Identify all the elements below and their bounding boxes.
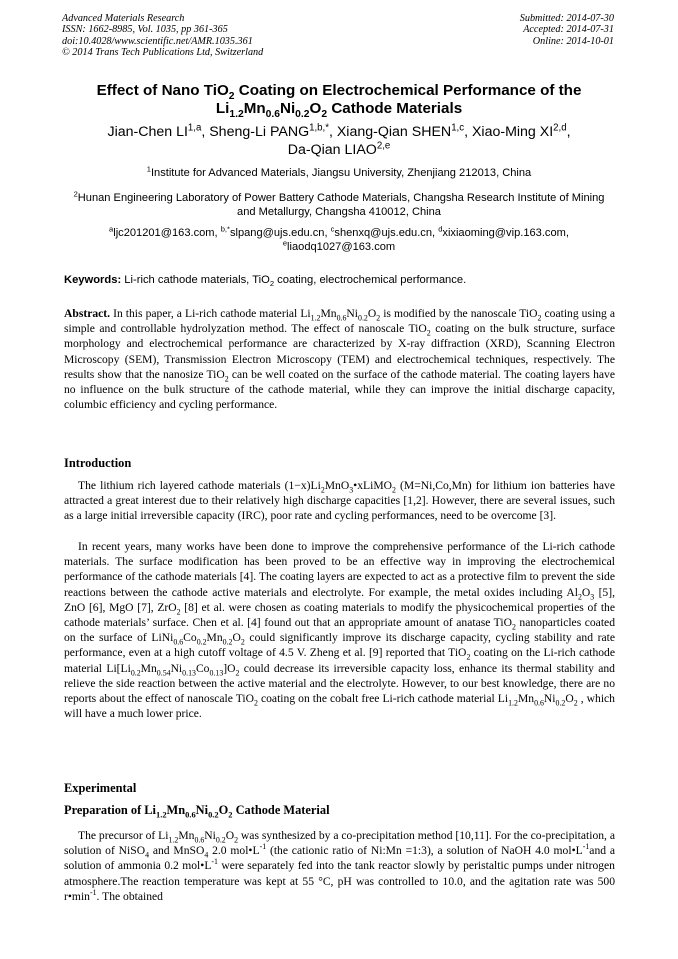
submission-dates xyxy=(520,13,614,47)
online-date: Online: 2014-10-01 xyxy=(532,35,614,47)
issn-line: ISSN: 1662-8985, Vol. 1035, pp 361-365 xyxy=(62,24,228,36)
submitted-date: Submitted: 2014-07-30 xyxy=(519,13,614,24)
paper-title: Effect of Nano TiO$_2$ Coating on Electrochemical Performance of the $Li_{1.2}Mn_{0.6}Ni_{0.2}O_2$ Cathode Materials xyxy=(96,82,582,121)
email-link[interactable]: liaodq1027@163.com xyxy=(287,241,396,253)
email-link[interactable]: shenxq@ujs.edu.cn, xyxy=(334,227,439,239)
copyright-line: © 2014 Trans Tech Publications Ltd, Switzerland xyxy=(62,47,264,59)
author-name: Xiao-Ming XI xyxy=(471,124,554,140)
experimental-heading: Experimental xyxy=(64,781,137,795)
journal-name: Advanced Materials Research xyxy=(62,13,185,24)
author-list: Jian-Chen LI$^{1,a}$, Sheng-Li $PANG^{1,b,*}$, Xiang-Qian SHEN$^{1,c}$, Xiao-Ming XI$^{2,d}$, Da-Qian LIAO$^{2,e}$ xyxy=(107,122,571,158)
abstract-label: Abstract. xyxy=(64,307,111,320)
preparation-subheading: Preparation of $Li_{1.2}Mn_{0.6}Ni_{0.2}O_2$ Cathode Material xyxy=(64,803,330,820)
keywords-label: Keywords: xyxy=(64,274,122,286)
author-emails: $^a$ljc201201@163.com, $^{b,*}$slpang@ujs.edu.cn, $^c$shenxq@ujs.edu.cn, $^d$xixiaoming@vip.163.com, $^e$liaodq1027@163.com xyxy=(109,224,569,253)
journal-info xyxy=(62,13,263,59)
author-name: Da-Qian LIAO xyxy=(287,142,377,158)
introduction-paragraph-2: In recent years, many works have been done to improve the comprehensive performance of the Li-rich cathode materials. The surface modification has been proved to be an effective way in improving the electrochemical performance of the cathode materials [4]. The coating layers are expected to act as a protective film to prevent the side reactions between the cathode active materials and electrolyte. For example, the metal oxides including $Al_2O_3$ [5], ZnO [6], MgO [7], ZrO$_2$ [8] et al. were chosen as coating materials to modify the physicochemical properties of the cathode materials’ surface. Chen et al. [4] found out that an appropriate amount of anatase TiO$_2$ nanoparticles coated on the surface of $LiNi_{0.6}Co_{0.2}Mn_{0.2}O_2$ could significantly improve its discharge capacity, cycling stability and rate performance, even at a high cutoff voltage of 4.5 V. Zheng et al. [9] reported that TiO$_2$ coating on the Li-rich cathode material $Li[Li_{0.2}Mn_{0.54}Ni_{0.13}Co_{0.13}]O_2$ could decrease its irreversible capacity loss, enhance its thermal stability and relieve the side reaction between the active material and the electrolyte. However, to our best knowledge, there are no reports about the effect of nanoscale TiO$_2$ coating on the cobalt free Li-rich cathode material $Li_{1.2}Mn_{0.6}Ni_{0.2}O_2$ , which will have a much lower price. xyxy=(64,540,615,721)
introduction-paragraph-1: The lithium rich layered cathode materials $(1-x)Li_2MnO_3•xLiMO_2$ (M=Ni,Co,Mn) for lithium ion batteries have attracted a great interest due to their relatively high discharge capacities [1,2]. However, there are several issues, such as a large initial irreversible capacity (IRC), poor rate and cycling performances, need to be overcome [3]. xyxy=(64,479,615,523)
keywords: Keywords: Li-rich cathode materials, TiO$_2$ coating, electrochemical performance. xyxy=(64,274,467,289)
email-link[interactable]: xixiaoming@vip.163.com, xyxy=(442,227,569,239)
email-link[interactable]: slpang@ujs.edu.cn, xyxy=(229,227,331,239)
abstract: Abstract. In this paper, a Li-rich cathode material $Li_{1.2}Mn_{0.6}Ni_{0.2}O_2$ is modified by the nanoscale TiO$_2$ coating using a simple and controllable hydrolyzation method. The effect of nanoscale TiO$_2$ coating on the bulk structure, surface morphology and electrochemical performance are characterized by X-ray diffraction (XRD), Scanning Electron Microscopy (SEM), Transmission Electron Microscopy (TEM) and electrochemical techniques, respectively. The results show that the nanosize TiO$_2$ can be well coated on the surface of the cathode material. The coating layers have no influence on the bulk structure of the cathode material, while they can improve the initial discharge capacity, columbic efficiency and cycling performance. xyxy=(64,307,615,412)
doi-line: doi:10.4028/www.scientific.net/AMR.1035.361 xyxy=(62,35,253,47)
author-name: Jian-Chen LI xyxy=(107,124,188,140)
affiliation-2: $^2$Hunan Engineering Laboratory of Power Battery Cathode Materials, Changsha Research Institute of Mining and Metallurgy, Changsha 410012, China xyxy=(73,189,605,218)
affiliation-1: $^1$Institute for Advanced Materials, Jiangsu University, Zhenjiang 212013, China xyxy=(146,164,532,179)
introduction-heading: Introduction xyxy=(64,456,132,470)
accepted-date: Accepted: 2014-07-31 xyxy=(523,24,614,36)
author-name: Sheng-Li PANG xyxy=(209,124,310,140)
author-name: Xiang-Qian SHEN xyxy=(336,124,452,140)
email-link[interactable]: ljc201201@163.com, xyxy=(113,227,221,239)
experimental-paragraph-1: The precursor of $Li_{1.2}Mn_{0.6}Ni_{0.2}O_2$ was synthesized by a co-precipitation method [10,11]. For the co-precipitation, a solution of NiSO$_4$ and MnSO$_4$ 2.0 $mol•L^{-1}$ (the cationic ratio of Ni:Mn =1:3), a solution of NaOH 4.0 $mol•L^{-1}and$ a solution of ammonia 0.2 $mol•L^{-1}$ were separately fed into the tank reactor slowly by peristaltic pumps under nitrogen atmosphere.The reaction temperature was kept at 55 °C, pH was controlled to 10.0, and the agitation rate was 500 $r•\min^{-1}$. The obtained xyxy=(64,829,616,903)
